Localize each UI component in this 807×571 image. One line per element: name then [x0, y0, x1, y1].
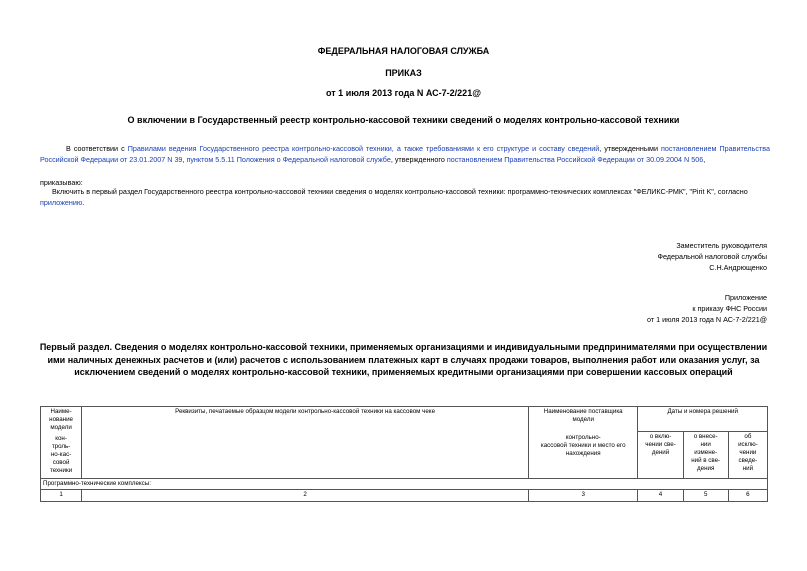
- column-number: 1: [41, 490, 82, 502]
- intro-text-3: ,: [182, 154, 187, 164]
- appendix-ref: к приказу ФНС России: [692, 304, 767, 313]
- signature-block: [658, 240, 768, 273]
- col-decisions-header: Даты и номера решений: [638, 407, 768, 432]
- link-government-decree-39[interactable]: постановлением Правительства Российской Федерации от 23.01.2007 N 39: [40, 144, 770, 164]
- col-changes-header: о внесе- нии измене- ний в све- дения: [683, 432, 728, 479]
- appendix-date: от 1 июля 2013 года N АС-7-2/221@: [646, 315, 767, 324]
- order-word: приказываю:: [40, 178, 83, 187]
- appendix-block: [647, 292, 767, 325]
- intro-text-2: , утвержденными: [599, 144, 662, 153]
- col-exclusion-header: об исклю- чении сведе- ний: [728, 432, 767, 479]
- column-number: 3: [529, 490, 638, 502]
- include-paragraph: [40, 187, 770, 208]
- column-number: 5: [683, 490, 728, 502]
- col-supplier-header: Наименование поставщика модели контрольно- кассовой техники и место его нахождения: [529, 407, 638, 479]
- intro-paragraph: [40, 144, 770, 165]
- col-inclusion-header: о вклю- чении све- дений: [638, 432, 683, 479]
- appendix-label: Приложение: [724, 293, 767, 302]
- link-government-decree-506[interactable]: постановлением Правительства Российской Федерации от 30.09.2004 N 506: [446, 154, 704, 164]
- link-appendix[interactable]: приложению: [40, 197, 83, 207]
- registry-table: [40, 406, 768, 502]
- intro-text-1: В соответствии с: [66, 144, 128, 153]
- signature-name: С.Н.Андрющенко: [709, 263, 767, 272]
- column-number: 2: [82, 490, 529, 502]
- intro-text-4: , утвержденного: [390, 154, 447, 164]
- link-registry-rules[interactable]: Правилами ведения Государственного реестра контрольно-кассовой техники, а также требованиями к его структуре и составу сведений: [127, 144, 600, 153]
- doc-type: ПРИКАЗ: [385, 68, 422, 78]
- col-requisites-header: Реквизиты, печатаемые образцом модели контрольно-кассовой техники на кассовом чеке: [82, 407, 529, 479]
- col-model-name-header: Наиме- нование модели кон- троль- но-кас- совой техники: [41, 407, 82, 479]
- group-row-hardware-software: Программно-технические комплексы:: [41, 479, 768, 490]
- intro-text-5: ,: [703, 154, 706, 164]
- signature-position: Заместитель руководителя: [676, 241, 767, 250]
- section-title: Первый раздел. Сведения о моделях контрольно-кассовой техники, применяемых организациями и индивидуальными предпринимателями при осуществлении ими наличных денежных расчетов и (или) расчетов с использованием платежных карт в случаях продажи товаров, выполнения работ или оказания услуг, за исключением сведений о моделях контрольно-кассовой техники, применяемых кредитными организациями при совершении кассовых операций: [39, 342, 768, 377]
- doc-date-number: от 1 июля 2013 года N АС-7-2/221@: [326, 88, 481, 98]
- signature-org: Федеральной налоговой службы: [657, 252, 767, 261]
- include-text: Включить в первый раздел Государственного реестра контрольно-кассовой техники сведения о моделях контрольно-кассовой техники: программно-технических комплексах "ФЕЛИКС-РМК", "Pirit K", согласно: [52, 187, 748, 196]
- table-row: [41, 490, 768, 502]
- org-name: ФЕДЕРАЛЬНАЯ НАЛОГОВАЯ СЛУЖБА: [317, 46, 490, 56]
- include-end: .: [82, 197, 85, 207]
- column-number: 6: [728, 490, 767, 502]
- column-number: 4: [638, 490, 683, 502]
- link-fns-regulation[interactable]: пунктом 5.5.11 Положения о Федеральной налоговой службе: [186, 154, 391, 164]
- doc-title: О включении в Государственный реестр контрольно-кассовой техники сведений о моделях контрольно-кассовой техники: [127, 115, 680, 125]
